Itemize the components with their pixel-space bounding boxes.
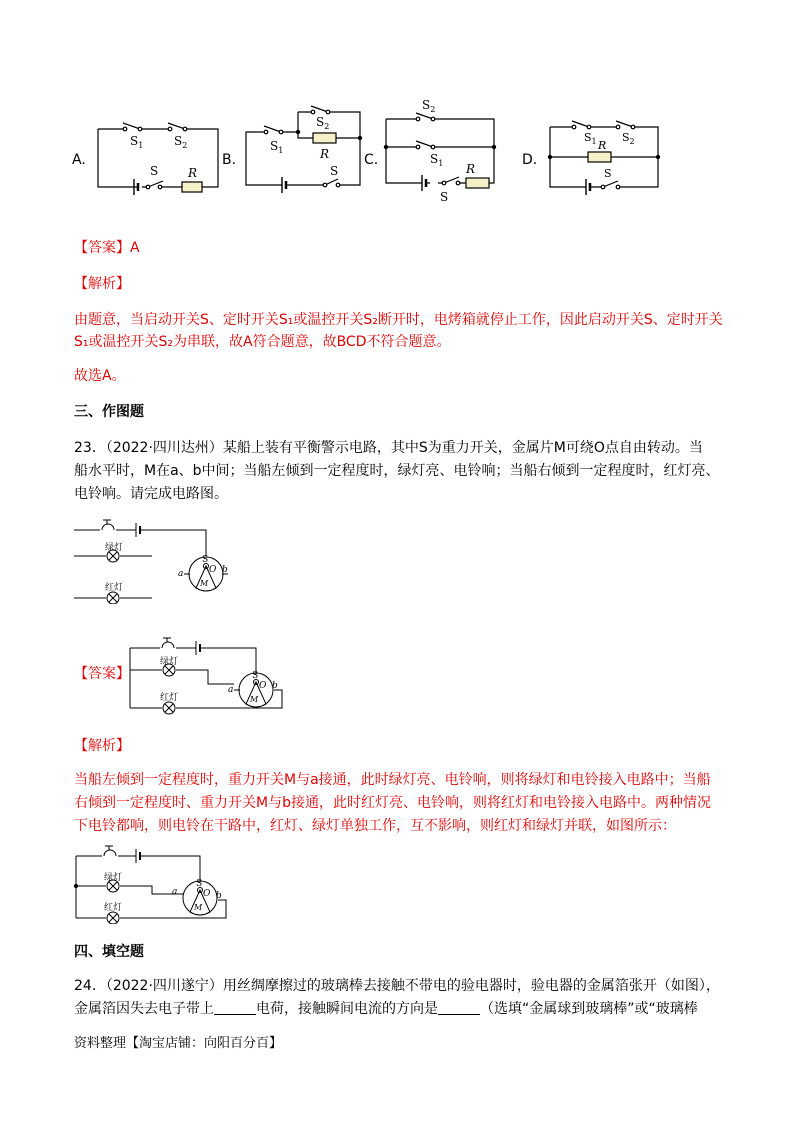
q23-q-s-label: S (202, 555, 209, 565)
q24-blank-1[interactable] (214, 1000, 256, 1015)
circuit-diagram-b (238, 100, 368, 195)
q23-answer-label: 【答案】 (74, 666, 130, 682)
q23-question-circuit (72, 516, 252, 604)
b-s2-label: $S_2$ (316, 115, 330, 131)
section4-title: 四、填空题 (74, 944, 144, 960)
q24-line1: 24．（2022·四川遂宁）用丝绸摩擦过的玻璃棒去接触不带电的验电器时，验电器的金属箔张开（如图）， (74, 978, 720, 994)
option-a-label: A. (72, 152, 86, 168)
q23-q-o-label: O (209, 565, 217, 575)
section3-title: 三、作图题 (74, 404, 144, 420)
q23-analysis-line3: 下电铃都响，则电铃在干路中，红灯、绿灯单独工作，互不影响，则红灯和绿灯并联，如图所示： (74, 818, 676, 834)
b-r-label: R (320, 147, 330, 161)
d-s1-label: $S_1$ (584, 131, 597, 146)
circuit-diagram-d (540, 115, 665, 197)
q24-blank-2[interactable] (438, 1000, 480, 1015)
a-r-label: R (188, 166, 198, 180)
circuit-diagram-c (378, 95, 503, 205)
a-s1-label: $S_1$ (130, 134, 144, 150)
c-s-label: S (440, 190, 449, 204)
q22-answer: 【答案】A (74, 240, 140, 256)
q23-b-red-label: 红灯 (104, 903, 123, 913)
c-r-label: R (466, 162, 476, 176)
c-s2-label: $S_2$ (422, 98, 436, 114)
q23-b-a-label: a (172, 887, 178, 897)
q23-a-o-label: O (259, 681, 267, 691)
q23-a-red-label: 红灯 (160, 693, 179, 703)
q22-analysis-line2: S₁或温控开关S₂为串联，故A符合题意，故BCD不符合题意。 (74, 334, 451, 350)
q23-analysis-label: 【解析】 (74, 738, 130, 754)
b-s1-label: $S_1$ (270, 139, 284, 155)
b-s-label: S (330, 164, 339, 178)
d-r-label: R (598, 139, 607, 152)
q23-b-m-label: M (194, 903, 203, 912)
q23-b-s-label: S (196, 879, 203, 889)
q23-q-red-label: 红灯 (105, 583, 124, 593)
footer-source: 资料整理【淘宝店铺：向阳百分百】 (74, 1036, 283, 1051)
q23-analysis-line1: 当船左倾到一定程度时，重力开关M与a接通，此时绿灯亮、电铃响，则将绿灯和电铃接入电路中；当船 (74, 772, 711, 788)
q23-stem-line3: 电铃响。请完成电路图。 (74, 486, 228, 502)
d-s2-label: $S_2$ (622, 131, 635, 146)
q23-q-b-label: b (222, 565, 228, 575)
option-c-label: C. (364, 152, 379, 168)
a-s-label: S (150, 164, 159, 178)
q23-answer-circuit (124, 628, 294, 716)
q23-stem-line1: 23．（2022·四川达州）某船上装有平衡警示电路，其中S为重力开关，金属片M可绕O点自由转动。当 (74, 440, 703, 456)
c-s1-label: $S_1$ (430, 152, 444, 168)
option-b-label: B. (222, 152, 237, 168)
circuit-diagram-a (90, 115, 230, 200)
q23-b-o-label: O (203, 889, 211, 899)
q23-analysis-circuit (70, 842, 240, 924)
d-s-label: S (604, 167, 612, 180)
option-d-label: D. (522, 152, 538, 168)
q23-q-m-label: M (200, 579, 209, 588)
q22-conclusion: 故选A。 (74, 368, 126, 384)
q23-stem-line2: 船水平时，M在a、b中间；当船左倾到一定程度时，绿灯亮、电铃响；当船右倾到一定程度时，红灯亮、 (74, 463, 720, 479)
q23-a-m-label: M (250, 695, 259, 704)
q24-line2: 金属箔因失去电子带上 电荷，接触瞬间电流的方向是 （选填“金属球到玻璃棒”或“玻璃棒 (74, 1001, 698, 1017)
q23-analysis-line2: 右倾到一定程度时、重力开关M与b接通，此时红灯亮、电铃响，则将红灯和电铃接入电路中。两种情况 (74, 795, 711, 811)
q23-a-a-label: a (228, 685, 234, 695)
a-s2-label: $S_2$ (174, 134, 188, 150)
q23-q-green-label: 绿灯 (105, 543, 124, 553)
q23-b-b-label: b (216, 891, 222, 901)
q23-a-green-label: 绿灯 (160, 657, 179, 667)
q22-analysis-line1: 由题意，当启动开关S、定时开关S₁或温控开关S₂断开时，电烤箱就停止工作，因此启动开关S、定时开关 (74, 312, 723, 328)
q23-a-s-label: S (252, 671, 259, 681)
q23-a-b-label: b (272, 681, 278, 691)
q23-b-green-label: 绿灯 (104, 873, 123, 883)
q22-analysis-label: 【解析】 (74, 276, 130, 292)
q23-q-a-label: a (178, 569, 184, 579)
